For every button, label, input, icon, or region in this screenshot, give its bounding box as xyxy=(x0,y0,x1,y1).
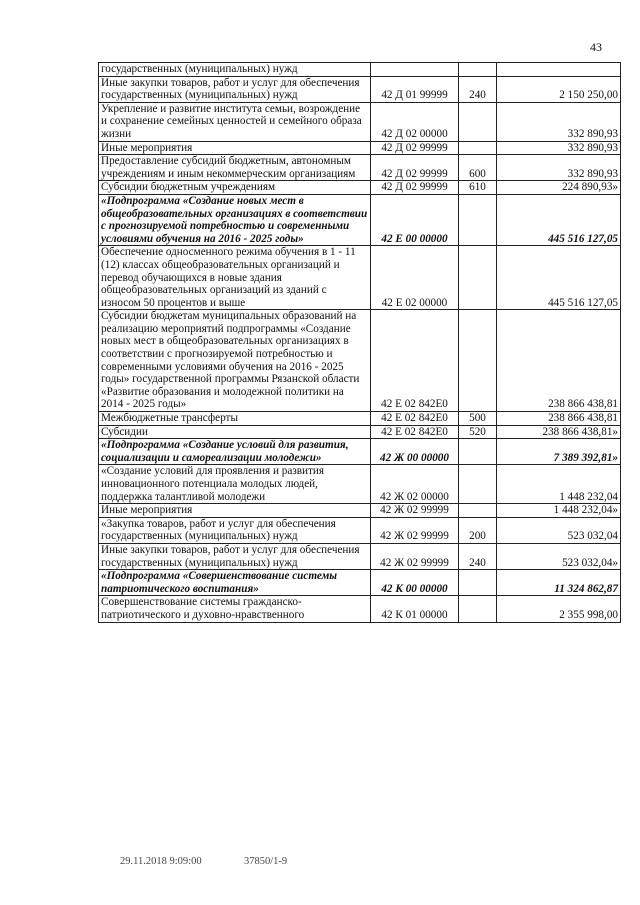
row-code: 42 К 00 00000 xyxy=(371,570,459,596)
row-name: Совершенствование системы гражданско-патриотического и духовно-нравственного xyxy=(99,596,371,622)
row-code: 42 Д 02 99999 xyxy=(371,155,459,181)
footer-date: 29.11.2018 9:09:00 xyxy=(120,856,202,867)
row-name: Субсидии xyxy=(99,425,371,439)
table-row xyxy=(99,465,621,504)
row-code: 42 Д 02 00000 xyxy=(371,102,459,141)
table-row xyxy=(99,570,621,596)
row-amount: 238 866 438,81 xyxy=(497,412,621,426)
row-type: 610 xyxy=(459,181,497,195)
row-name: Иные закупки товаров, работ и услуг для обеспечения государственных (муниципальных) нужд xyxy=(99,543,371,569)
row-code: 42 Е 02 00000 xyxy=(371,246,459,310)
table-row xyxy=(99,246,621,310)
row-amount: 238 866 438,81 xyxy=(497,310,621,412)
row-code: 42 Ж 02 00000 xyxy=(371,465,459,504)
row-type xyxy=(459,141,497,155)
row-code: 42 К 01 00000 xyxy=(371,596,459,622)
row-amount xyxy=(497,63,621,77)
row-name: «Подпрограмма «Создание условий для развития, социализации и самореализации молодежи» xyxy=(99,439,371,465)
table-row xyxy=(99,517,621,543)
row-name: «Создание условий для проявления и развития инновационного потенциала молодых людей, поддержка талантливой молодежи xyxy=(99,465,371,504)
page-number: 43 xyxy=(590,40,602,54)
table-row xyxy=(99,596,621,622)
row-code: 42 Д 02 99999 xyxy=(371,181,459,195)
row-name: «Закупка товаров, работ и услуг для обеспечения государственных (муниципальных) нужд xyxy=(99,517,371,543)
row-amount: 445 516 127,05 xyxy=(497,194,621,245)
table-row xyxy=(99,504,621,518)
table-row xyxy=(99,194,621,245)
row-name: Иные мероприятия xyxy=(99,504,371,518)
row-amount: 11 324 862,87 xyxy=(497,570,621,596)
row-code: 42 Ж 02 99999 xyxy=(371,517,459,543)
row-amount: 445 516 127,05 xyxy=(497,246,621,310)
row-code: 42 Д 01 99999 xyxy=(371,76,459,102)
row-type: 240 xyxy=(459,76,497,102)
row-code: 42 Е 02 842Е0 xyxy=(371,310,459,412)
row-code: 42 Д 02 99999 xyxy=(371,141,459,155)
row-code: 42 Ж 00 00000 xyxy=(371,439,459,465)
row-code: 42 Е 02 842Е0 xyxy=(371,412,459,426)
row-amount: 1 448 232,04 xyxy=(497,465,621,504)
row-type xyxy=(459,504,497,518)
row-amount: 1 448 232,04» xyxy=(497,504,621,518)
row-amount: 224 890,93» xyxy=(497,181,621,195)
row-amount: 7 389 392,81» xyxy=(497,439,621,465)
row-code: 42 Е 02 842Е0 xyxy=(371,425,459,439)
table-row xyxy=(99,141,621,155)
row-type xyxy=(459,310,497,412)
row-amount: 332 890,93 xyxy=(497,141,621,155)
row-name: Обеспечение односменного режима обучения в 1 - 11 (12) классах общеобразовательных организаций и перевод обучающихся в новые здания общеобразовательных организаций из зданий с износом 50 процентов и выше xyxy=(99,246,371,310)
row-type: 200 xyxy=(459,517,497,543)
table-row xyxy=(99,425,621,439)
table-row xyxy=(99,439,621,465)
row-type xyxy=(459,570,497,596)
table-row xyxy=(99,310,621,412)
row-type xyxy=(459,194,497,245)
row-name: Межбюджетные трансферты xyxy=(99,412,371,426)
row-code: 42 Ж 02 99999 xyxy=(371,504,459,518)
table-row xyxy=(99,155,621,181)
row-name: «Подпрограмма «Совершенствование системы патриотического воспитания» xyxy=(99,570,371,596)
row-name: Субсидии бюджетам муниципальных образований на реализацию мероприятий подпрограммы «Создание новых мест в общеобразовательных организациях в соответствии с прогнозируемой потребностью и современными условиями обучения на 2016 - 2025 годы» государственной программы Рязанской области «Развитие образования и молодежной политики на 2014 - 2025 годы» xyxy=(99,310,371,412)
row-type xyxy=(459,596,497,622)
row-type xyxy=(459,102,497,141)
table-row xyxy=(99,181,621,195)
row-amount: 332 890,93 xyxy=(497,155,621,181)
row-amount: 523 032,04» xyxy=(497,543,621,569)
table-row xyxy=(99,412,621,426)
row-type xyxy=(459,465,497,504)
table-row xyxy=(99,63,621,77)
row-amount: 2 150 250,00 xyxy=(497,76,621,102)
row-code: 42 Ж 02 99999 xyxy=(371,543,459,569)
budget-table xyxy=(98,62,621,623)
row-type: 240 xyxy=(459,543,497,569)
row-code xyxy=(371,63,459,77)
table-row xyxy=(99,102,621,141)
row-name: государственных (муниципальных) нужд xyxy=(99,63,371,77)
row-type: 520 xyxy=(459,425,497,439)
footer-doc-id: 37850/1-9 xyxy=(244,856,288,867)
row-name: Субсидии бюджетным учреждениям xyxy=(99,181,371,195)
row-name: «Подпрограмма «Создание новых мест в общеобразовательных организациях в соответствии с прогнозируемой потребностью и современными условиями обучения на 2016 - 2025 годы» xyxy=(99,194,371,245)
row-code: 42 Е 00 00000 xyxy=(371,194,459,245)
row-amount: 332 890,93 xyxy=(497,102,621,141)
row-name: Иные закупки товаров, работ и услуг для обеспечения государственных (муниципальных) нужд xyxy=(99,76,371,102)
row-type: 600 xyxy=(459,155,497,181)
row-amount: 523 032,04 xyxy=(497,517,621,543)
row-type xyxy=(459,439,497,465)
row-name: Предоставление субсидий бюджетным, автономным учреждениям и иным некоммерческим организациям xyxy=(99,155,371,181)
row-name: Укрепление и развитие института семьи, возрождение и сохранение семейных ценностей и семейного образа жизни xyxy=(99,102,371,141)
table-row xyxy=(99,543,621,569)
table-row xyxy=(99,76,621,102)
row-name: Иные мероприятия xyxy=(99,141,371,155)
row-type: 500 xyxy=(459,412,497,426)
row-type xyxy=(459,246,497,310)
row-type xyxy=(459,63,497,77)
row-amount: 238 866 438,81» xyxy=(497,425,621,439)
row-amount: 2 355 998,00 xyxy=(497,596,621,622)
budget-table-body xyxy=(99,63,621,623)
